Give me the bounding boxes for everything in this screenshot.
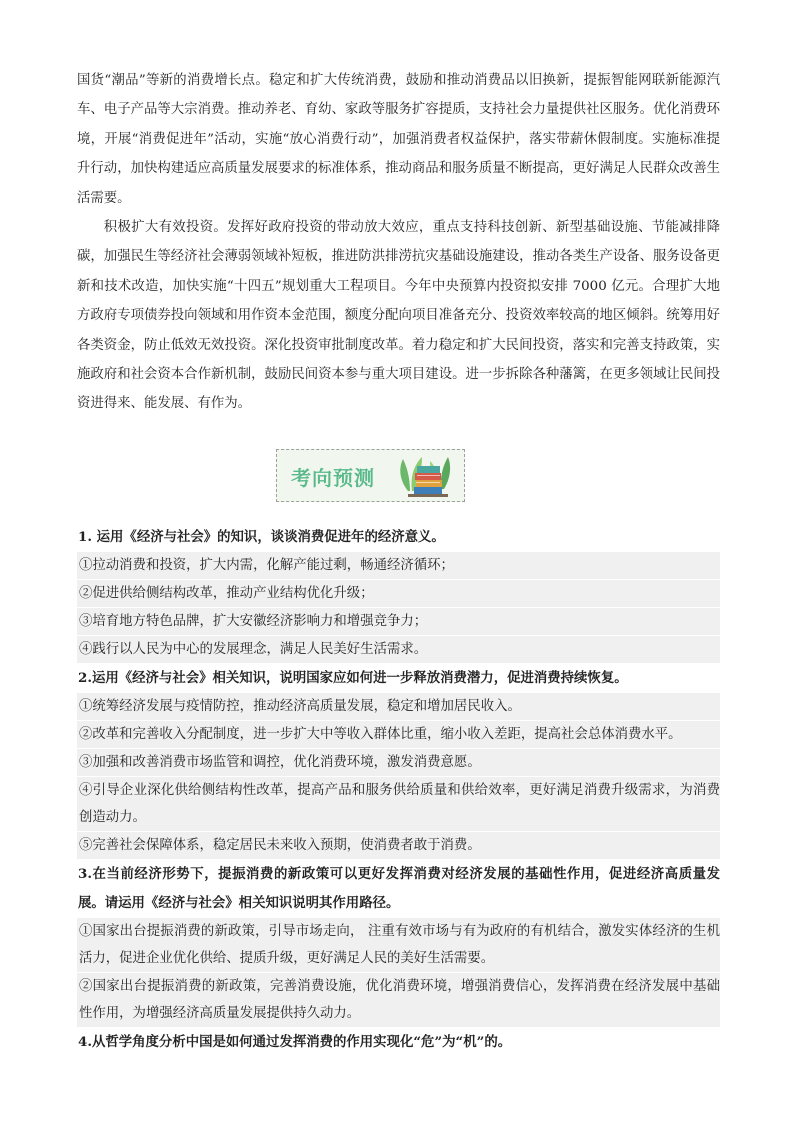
answer-3-1: ①国家出台提振消费的新政策，引导市场走向， 注重有效市场与有为政府的有机结合，激发实体经济的生机活力，促进企业优化供给、提质升级，更好满足人民的美好生活需要。: [77, 918, 720, 972]
section-banner: [276, 449, 465, 502]
answer-3-2: ②国家出台提振消费的新政策，完善消费设施，优化消费环境，增强消费信心，发挥消费在经济发展中基础性作用，为增强经济高质量发展提供持久动力。: [77, 973, 720, 1027]
document-content: [77, 66, 720, 1057]
section-banner-area: [77, 419, 720, 523]
answer-2-2: ②改革和完善收入分配制度，进一步扩大中等收入群体比重，缩小收入差距，提高社会总体消费水平。: [77, 721, 720, 748]
question-2: 2.运用《经济与社会》相关知识，说明国家应如何进一步释放消费潜力，促进消费持续恢复。: [78, 669, 628, 686]
answer-2-5: ⑤完善社会保障体系，稳定居民未来收入预期，使消费者敢于消费。: [77, 832, 720, 859]
answer-2-3: ③加强和改善消费市场监管和调控，优化消费环境，激发消费意愿。: [77, 749, 720, 776]
question-4: 4.从哲学角度分析中国是如何通过发挥消费的作用实现化“危”为“机”的。: [78, 1033, 512, 1050]
body-paragraph-1: 国货“潮品”等新的消费增长点。稳定和扩大传统消费，鼓励和推动消费品以旧换新，提振智能网联新能源汽车、电子产品等大宗消费。推动养老、育幼、家政等服务扩容提质，支持社会力量提供社区服务。优化消费环境，开展“消费促进年”活动，实施“放心消费行动”，加强消费者权益保护，落实带薪休假制度。实施标准提升行动，加快构建适应高质量发展要求的标准体系，推动商品和服务质量不断提高，更好满足人民群众改善生活需要。: [77, 73, 720, 206]
answer-2-4: ④引导企业深化供给侧结构性改革，提高产品和服务供给质量和供给效率，更好满足消费升级需求，为消费创造动力。: [77, 777, 720, 831]
answer-1-2: ②促进供给侧结构改革，推动产业结构优化升级；: [77, 580, 720, 607]
answer-1-4: ④践行以人民为中心的发展理念，满足人民美好生活需求。: [77, 636, 720, 663]
answer-2-1: ①统筹经济发展与疫情防控，推动经济高质量发展，稳定和增加居民收入。: [77, 693, 720, 720]
books-plant-icon: [394, 453, 458, 501]
question-list: [77, 523, 720, 1057]
answer-1-3: ③培育地方特色品牌，扩大安徽经济影响力和增强竞争力；: [77, 608, 720, 635]
question-3: 3.在当前经济形势下，提振消费的新政策可以更好发挥消费对经济发展的基础性作用，促进经济高质量发展。请运用《经济与社会》相关知识说明其作用路径。: [78, 865, 720, 911]
answer-1-1: ①拉动消费和投资，扩大内需，化解产能过剩，畅通经济循环；: [77, 552, 720, 579]
banner-title: 考向预测: [291, 465, 375, 490]
body-paragraph-2: 积极扩大有效投资。发挥好政府投资的带动放大效应，重点支持科技创新、新型基础设施、节能减排降碳，加强民生等经济社会薄弱领域补短板，推进防洪排涝抗灾基础设施建设，推动各类生产设备、服务设备更新和技术改造，加快实施“十四五”规划重大工程项目。今年中央预算内投资拟安排 7000 亿元。合理扩大地方政府专项债券投向领域和用作资本金范围，额度分配向项目准备充分、投资效率较高的地区倾斜。统筹用好各类资金，防止低效无效投资。深化投资审批制度改革。着力稳定和扩大民间投资，落实和完善支持政策，实施政府和社会资本合作新机制，鼓励民间资本参与重大项目建设。进一步拆除各种藩篱，在更多领域让民间投资进得来、能发展、有作为。: [77, 220, 720, 412]
question-1: 1. 运用《经济与社会》的知识，谈谈消费促进年的经济意义。: [78, 528, 445, 545]
